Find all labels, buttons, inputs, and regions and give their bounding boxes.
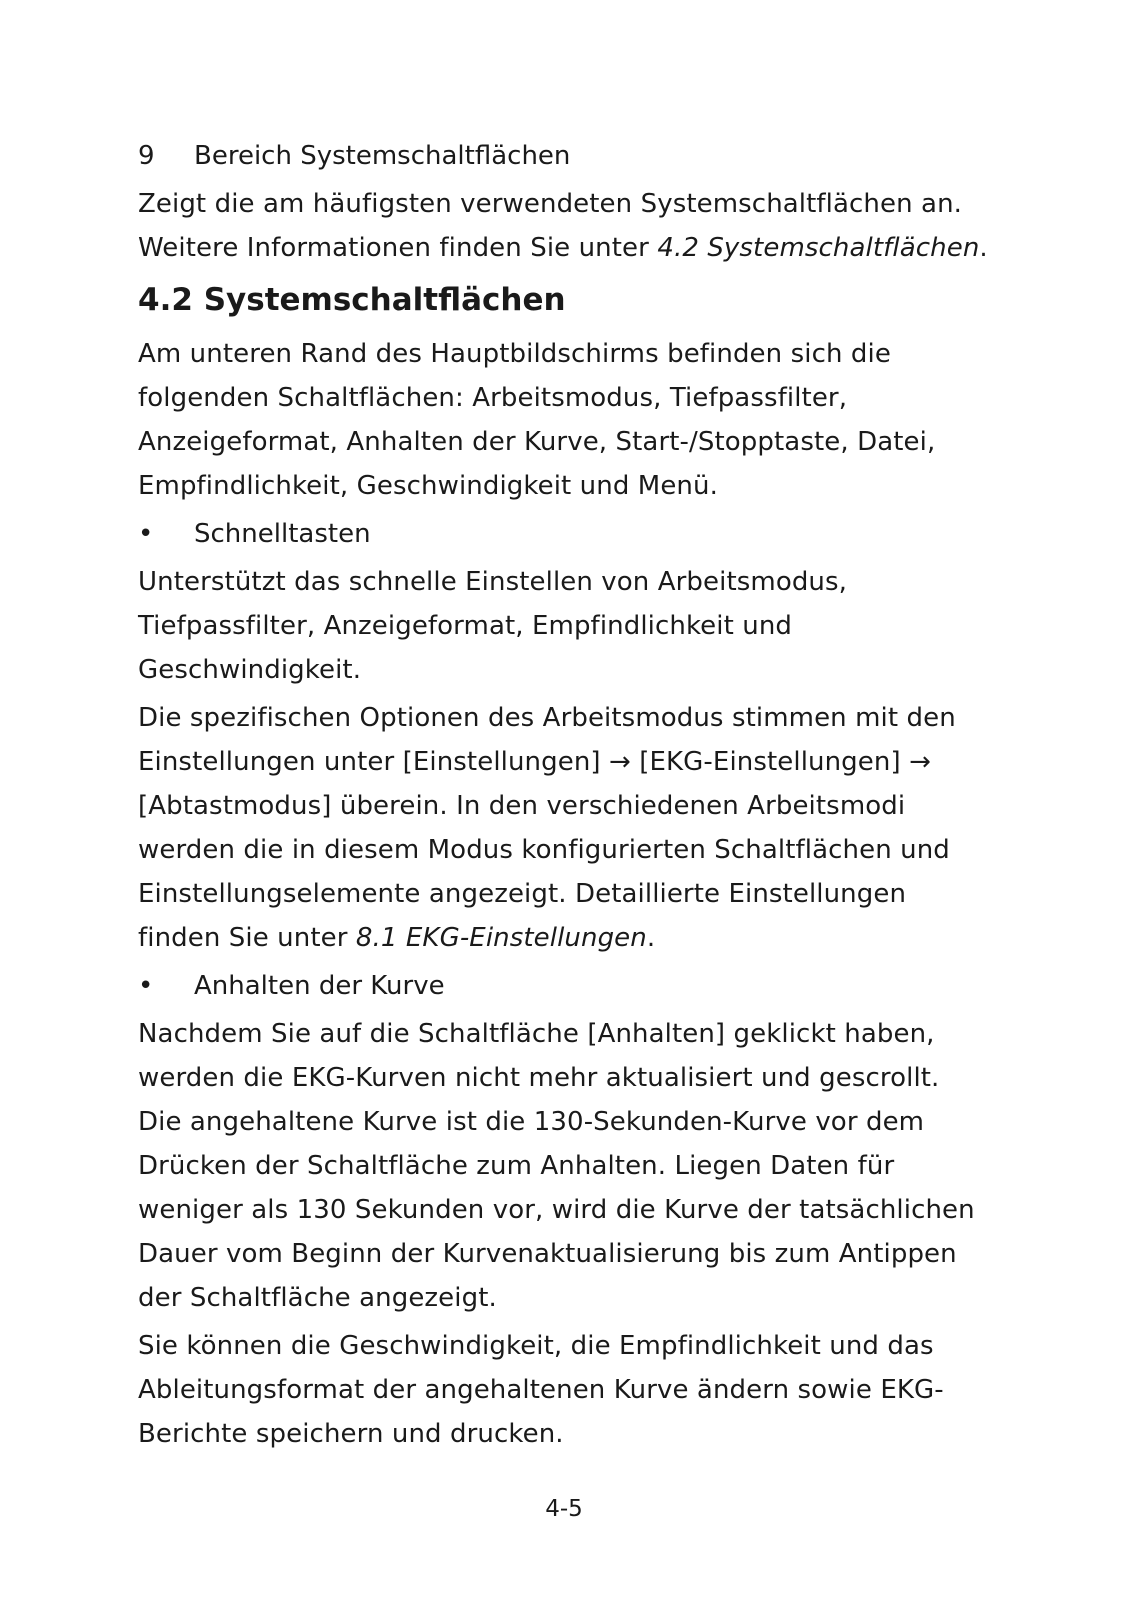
bullet-item-schnelltasten: [138, 512, 998, 556]
text-line: Unterstützt das schnelle Einstellen von Arbeitsmodus,: [138, 567, 848, 597]
page-number: 4-5: [545, 1496, 583, 1522]
bullet-2-paragraph-1: [138, 1012, 998, 1320]
text-line: Die spezifischen Optionen des Arbeitsmodus stimmen mit den: [138, 703, 956, 733]
document-page: [138, 134, 998, 1460]
bullet-marker: •: [138, 971, 154, 1001]
text-line: werden die in diesem Modus konfigurierten Schaltflächen und: [138, 835, 950, 865]
cross-reference-link[interactable]: 8.1 EKG-Einstellungen: [355, 923, 647, 953]
text-line: [Abtastmodus] überein. In den verschiedenen Arbeitsmodi: [138, 791, 906, 821]
bullet-title: Schnelltasten: [194, 519, 371, 549]
text-line: Geschwindigkeit.: [138, 655, 362, 685]
text-line: der Schaltfläche angezeigt.: [138, 1283, 497, 1313]
text-line: Ableitungsformat der angehaltenen Kurve ändern sowie EKG-: [138, 1375, 944, 1405]
text-span: finden Sie unter: [138, 923, 356, 953]
item-title: Bereich Systemschaltflächen: [194, 141, 571, 171]
section-heading: 4.2 Systemschaltflächen: [138, 282, 566, 318]
text-line: Drücken der Schaltfläche zum Anhalten. Liegen Daten für: [138, 1151, 895, 1181]
text-line: Tiefpassfilter, Anzeigeformat, Empfindlichkeit und: [138, 611, 793, 641]
cross-reference-link[interactable]: 4.2 Systemschaltflächen: [657, 233, 980, 263]
item-number: 9: [138, 141, 155, 171]
text-line: Berichte speichern und drucken.: [138, 1419, 564, 1449]
text-line: [138, 916, 998, 960]
text-line: [138, 226, 998, 270]
bullet-1-paragraph-2: [138, 696, 998, 960]
bullet-2-paragraph-2: [138, 1324, 998, 1456]
text-line: Die angehaltene Kurve ist die 130-Sekunden-Kurve vor dem: [138, 1107, 925, 1137]
text-line: Dauer vom Beginn der Kurvenaktualisierung bis zum Antippen: [138, 1239, 957, 1269]
text-line: Zeigt die am häufigsten verwendeten Systemschaltflächen an.: [138, 189, 963, 219]
bullet-item-anhalten: [138, 964, 998, 1008]
text-span: .: [979, 233, 988, 263]
section-intro: [138, 332, 998, 508]
text-span: .: [646, 923, 656, 953]
text-line: Nachdem Sie auf die Schaltfläche [Anhalten] geklickt haben,: [138, 1019, 935, 1049]
text-span: Weitere Informationen finden Sie unter: [138, 233, 658, 263]
text-line: werden die EKG-Kurven nicht mehr aktualisiert und gescrollt.: [138, 1063, 940, 1093]
text-line: weniger als 130 Sekunden vor, wird die Kurve der tatsächlichen: [138, 1195, 975, 1225]
text-line: Einstellungselemente angezeigt. Detaillierte Einstellungen: [138, 879, 907, 909]
text-line: Sie können die Geschwindigkeit, die Empfindlichkeit und das: [138, 1331, 934, 1361]
list-item-9: [138, 134, 998, 178]
text-line: Am unteren Rand des Hauptbildschirms befinden sich die: [138, 339, 891, 369]
text-line: Anzeigeformat, Anhalten der Kurve, Start-/Stopptaste, Datei,: [138, 427, 936, 457]
bullet-marker: •: [138, 519, 154, 549]
text-line: Einstellungen unter [Einstellungen] → [EKG-Einstellungen] →: [138, 747, 931, 777]
item-9-description: [138, 182, 998, 270]
bullet-title: Anhalten der Kurve: [194, 971, 445, 1001]
bullet-1-paragraph-1: [138, 560, 998, 692]
text-line: folgenden Schaltflächen: Arbeitsmodus, Tiefpassfilter,: [138, 383, 848, 413]
text-line: Empfindlichkeit, Geschwindigkeit und Menü.: [138, 471, 718, 501]
